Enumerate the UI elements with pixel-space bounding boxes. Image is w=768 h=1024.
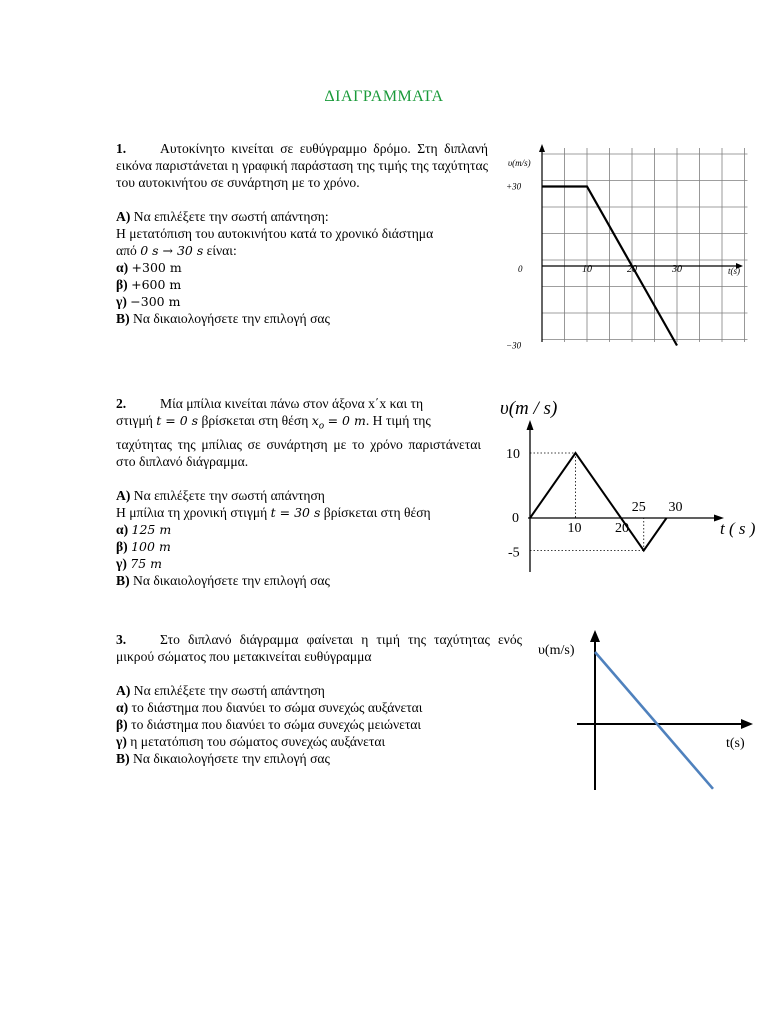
- part-a-label: Α): [116, 683, 131, 698]
- part-b-label: Β): [116, 572, 130, 588]
- x-axis-label: t(s): [726, 736, 745, 751]
- part-a-label: Α): [116, 209, 131, 224]
- question-stem: Η μπίλια τη χρονική στιγμή: [116, 504, 268, 520]
- y-axis-label: υ(m / s): [500, 398, 558, 419]
- velocity-time-chart-3: [535, 628, 760, 793]
- question-text: Αυτοκίνητο κινείται σε ευθύγραμμο δρόμο. Στη διπλανή εικόνα παριστάνεται η γραφική παράσταση της τιμής της ταχύτητας του αυτοκινήτου σε συνάρτηση με το χρόνο.: [116, 141, 488, 190]
- question-text: ταχύτητας της μπίλιας σε συνάρτηση με το χρόνο παριστάνεται στο διπλανό διάγραμμα.: [116, 436, 481, 469]
- y-axis-arrow: [527, 420, 534, 430]
- series-line: [530, 453, 667, 551]
- question-number: 2.: [116, 396, 127, 411]
- part-a-label: Α): [116, 487, 131, 503]
- x-tick-label: 10: [567, 521, 582, 536]
- question-1: [116, 140, 488, 327]
- y-axis-arrow: [590, 630, 600, 642]
- velocity-time-chart-1: [500, 140, 758, 351]
- y-tick-label: +30: [506, 181, 522, 192]
- question-stem: βρίσκεται στη θέση: [323, 504, 431, 520]
- question-stem: από: [116, 243, 137, 258]
- question-number: 3.: [116, 632, 127, 647]
- option-a: α) 125 m: [116, 521, 172, 537]
- option-a: α) +300 m: [116, 260, 182, 275]
- velocity-time-chart-2: [498, 390, 760, 580]
- y-tick-label: 10: [506, 447, 520, 462]
- option-c: γ) η μετατόπιση του σώματος συνεχώς αυξάνεται: [116, 734, 386, 749]
- option-b: β) το διάστημα που διανύει το σώμα συνεχώς μειώνεται: [116, 717, 422, 732]
- option-a: α) το διάστημα που διανύει το σώμα συνεχώς αυξάνεται: [116, 700, 423, 715]
- origin-label: 0: [512, 511, 519, 526]
- part-b-label: Β): [116, 751, 130, 766]
- x-tick-label: 30: [668, 500, 683, 515]
- y-axis-arrow: [539, 144, 545, 152]
- part-b-label: Β): [116, 311, 130, 326]
- y-tick-label: −30: [506, 340, 522, 351]
- x-tick-label: 25: [631, 500, 646, 515]
- question-number: 1.: [116, 141, 127, 156]
- part-b-text: Να δικαιολογήσετε την επιλογή σας: [133, 311, 330, 326]
- time-interval: 0 s → 30 s: [140, 243, 204, 258]
- x-tick-label: 20: [615, 521, 629, 536]
- question-2: 2. Μία μπίλια κινείται πάνω στον άξονα x΄x και τη στιγμή t = 0 s βρίσκεται στη θέση $x_o = 0$ m. Η τιμή της ταχύτητας της μπίλιας σε συνάρτηση με το χρόνο παριστάνεται στο διπλανό διάγραμμα. Α) Να επιλέξετε την σωστή απάντηση Η μπίλια τη χρονική στιγμή t = 30 s βρίσκεται στη θέση α) 125 m β) 100 m γ) 75 m Β) Να δικαιολογήσετε την επιλογή σας: [116, 396, 481, 588]
- part-b-text: Να δικαιολογήσετε την επιλογή σας: [133, 572, 330, 588]
- question-stem: είναι:: [206, 243, 237, 258]
- series-line: [595, 652, 713, 789]
- x-tick-label: 20: [627, 264, 637, 275]
- x-axis-arrow: [741, 719, 753, 729]
- x-axis-label: t(s): [728, 266, 740, 276]
- question-text: Στο διπλανό διάγραμμα φαίνεται η τιμή της ταχύτητας ενός μικρού σώματος που μετακινείται ευθύγραμμα: [116, 632, 522, 664]
- question-text: Μία μπίλια κινείται πάνω στον άξονα x΄x και τη: [160, 396, 424, 411]
- y-axis-label: υ(m/s): [538, 643, 575, 658]
- page-title: ΔΙΑΓΡΑΜΜΑΤΑ: [324, 88, 444, 105]
- x-axis-label: t ( s ): [720, 519, 756, 538]
- x-tick-label: 10: [582, 264, 592, 275]
- x-tick-label: 30: [672, 264, 682, 275]
- option-c: γ) −300 m: [116, 294, 181, 309]
- y-tick-label: 0: [518, 264, 523, 274]
- question-3: [116, 631, 522, 767]
- option-b: β) 100 m: [116, 538, 171, 554]
- y-axis-label: υ(m/s): [508, 158, 531, 168]
- part-a-text: Να επιλέξετε την σωστή απάντηση: [133, 683, 325, 698]
- part-b-text: Να δικαιολογήσετε την επιλογή σας: [133, 751, 330, 766]
- option-c: γ) 75 m: [116, 555, 163, 571]
- question-stem: Η μετατόπιση του αυτοκινήτου κατά το χρονικό διάστημα: [116, 226, 434, 241]
- part-a-text: Να επιλέξετε την σωστή απάντηση: [133, 487, 325, 503]
- option-b: β) +600 m: [116, 277, 182, 292]
- y-tick-label: -5: [508, 545, 520, 561]
- part-a-text: Να επιλέξετε την σωστή απάντηση:: [133, 209, 329, 224]
